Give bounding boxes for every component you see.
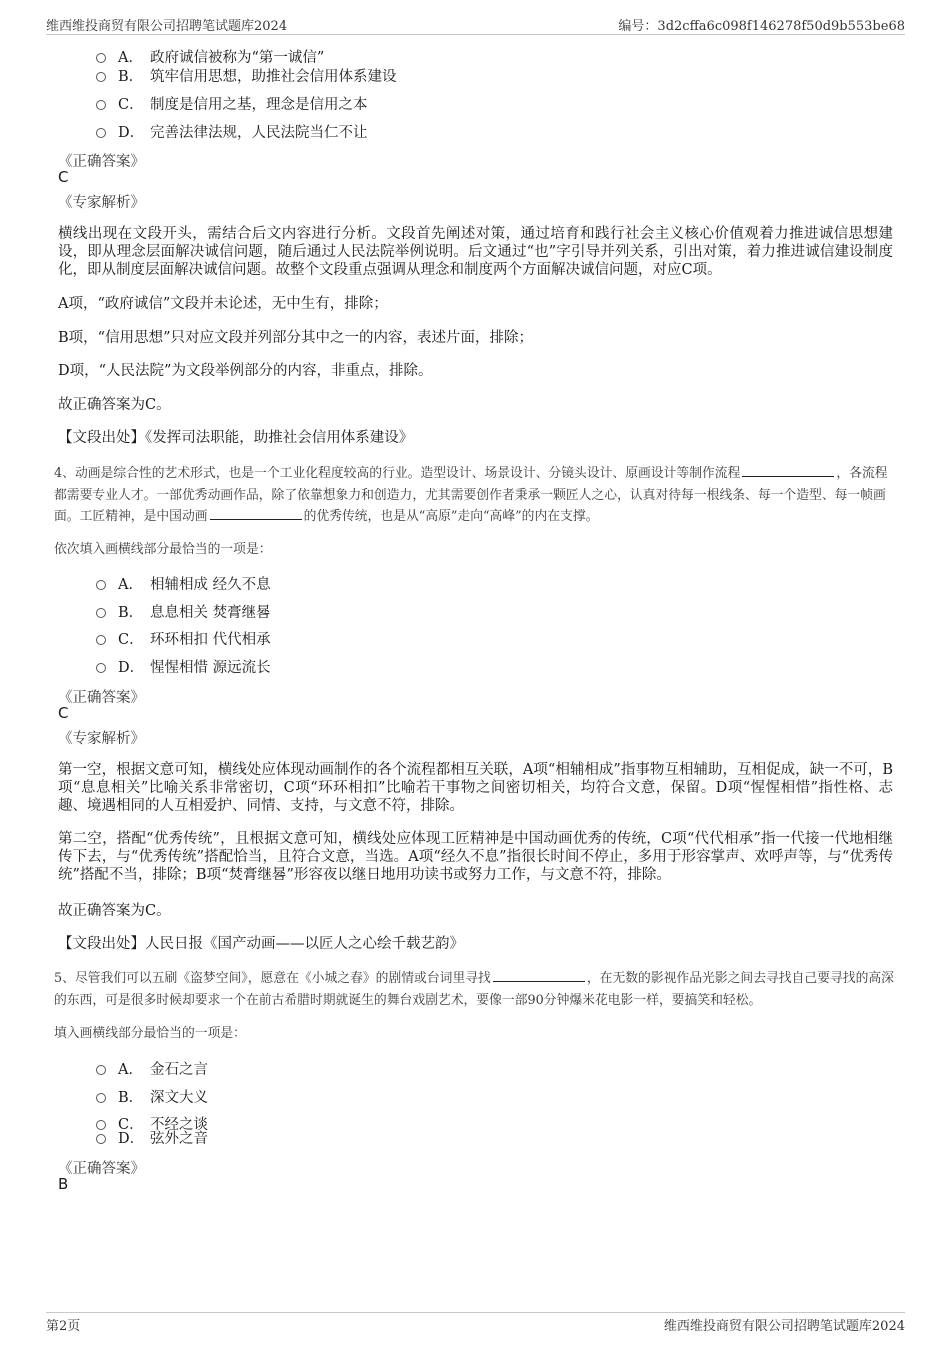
option-letter: B．	[118, 605, 144, 621]
option-letter: C．	[118, 1117, 144, 1133]
q5-stem-part2: ，在无数的影视作品光影之间去寻找自己要寻找的高深的东西，可是很多时候却要求一个在前古希腊时期就诞生的舞台戏剧艺术，要像一部90分钟爆米花电影一样，要搞笑和轻松。	[54, 971, 894, 1008]
option-letter: A．	[118, 577, 143, 593]
option-text: 完善法律法规，人民法院当仁不让	[150, 125, 368, 141]
q4-analysis-p3: 故正确答案为C。	[58, 903, 171, 919]
option-letter: D．	[118, 1131, 145, 1147]
option-text: 制度是信用之基，理念是信用之本	[150, 97, 368, 113]
radio-icon[interactable]	[96, 580, 106, 590]
page-header	[46, 14, 905, 35]
header-serial-value: 3d2cffa6c098f146278f50d9b553be68	[657, 19, 905, 34]
q4-stem-part3: 的优秀传统，也是从“高原”走向“高峰”的内在支撑。	[303, 509, 599, 524]
q3-source: 【文段出处】《发挥司法职能，助推社会信用体系建设》	[58, 430, 414, 446]
radio-icon[interactable]	[96, 72, 106, 82]
q3-answer: C	[58, 168, 69, 186]
radio-icon[interactable]	[96, 128, 106, 138]
header-company: 维西维投商贸有限公司招聘笔试题库2024	[46, 19, 288, 34]
q4-analysis-label: 《专家解析》	[58, 731, 145, 747]
q5-answer: B	[58, 1175, 69, 1193]
q4-answer-label: 《正确答案》	[58, 690, 145, 706]
q4-stem-part2: ，各流程都需要专业人才。一部优秀动画作品，除了依靠想象力和创造力，尤其需要创作者秉承一颗匠人之心，认真对待每一根线条、每一个造型、每一帧画面。工匠精神，是中国动画	[54, 466, 888, 524]
radio-icon[interactable]	[96, 1065, 106, 1075]
q4-analysis-p1: 第一空，根据文意可知，横线处应体现动画制作的各个流程都相互关联，A项“相辅相成”指事物互相辅助，互相促成，缺一不可，B项“息息相关”比喻关系非常密切，C项“环环相扣”比喻若干事物之间密切相关，均符合文意，保留。D项“惺惺相惜”指性格、志趣、境遇相同的人互相爱护、同情、支持，与文意不符，排除。	[58, 762, 893, 814]
q3-answer-label: 《正确答案》	[58, 154, 145, 170]
q5-stem-part1: 5、尽管我们可以五刷《盗梦空间》，愿意在《小城之春》的剧情或台词里寻找	[54, 971, 491, 986]
option-letter: B．	[118, 69, 144, 85]
option-text: 环环相扣 代代相承	[150, 632, 271, 648]
radio-icon[interactable]	[96, 53, 106, 63]
q3-analysis-p3: B项，“信用思想”只对应文段并列部分其中之一的内容，表述片面，排除；	[58, 330, 533, 346]
option-text: 筑牢信用思想，助推社会信用体系建设	[150, 69, 397, 85]
option-letter: D．	[118, 660, 145, 676]
q4-stem	[54, 463, 896, 528]
option-text: 息息相关 焚膏继晷	[150, 605, 271, 621]
radio-icon[interactable]	[96, 663, 106, 673]
option-letter: A．	[118, 1062, 143, 1078]
option-letter: C．	[118, 632, 144, 648]
option-text: 政府诚信被称为“第一诚信”	[150, 50, 325, 66]
radio-icon[interactable]	[96, 100, 106, 110]
q4-stem-part1: 4、动画是综合性的艺术形式，也是一个工业化程度较高的行业。造型设计、场景设计、分镜头设计、原画设计等制作流程	[54, 466, 741, 481]
q3-analysis-p2: A项，“政府诚信”文段并未论述，无中生有，排除；	[58, 296, 388, 312]
page-footer	[46, 1312, 905, 1337]
q5-answer-label: 《正确答案》	[58, 1161, 145, 1177]
q3-analysis-label: 《专家解析》	[58, 195, 145, 211]
blank-line	[742, 465, 834, 477]
q4-analysis-p2: 第二空，搭配“优秀传统”，且根据文意可知，横线处应体现工匠精神是中国动画优秀的传统，C项“代代相承”指一代接一代地相继传下去，与“优秀传统”搭配恰当，且符合文意，当选。A项“经久不息”指很长时间不停止，多用于形容掌声、欢呼声等，与“优秀传统”搭配不当，排除；B项“焚膏继晷”形容夜以继日地用功读书或努力工作，与文意不符，排除。	[58, 831, 893, 883]
option-text: 深文大义	[150, 1090, 208, 1106]
header-serial-label: 编号：	[618, 19, 658, 34]
option-text: 相辅相成 经久不息	[150, 577, 271, 593]
header-serial	[618, 15, 905, 34]
option-text: 惺惺相惜 源远流长	[150, 660, 271, 676]
option-letter: D．	[118, 125, 145, 141]
q3-analysis-p5: 故正确答案为C。	[58, 397, 171, 413]
radio-icon[interactable]	[96, 1120, 106, 1130]
radio-icon[interactable]	[96, 635, 106, 645]
option-text: 金石之言	[150, 1062, 208, 1078]
q4-prompt: 依次填入画横线部分最恰当的一项是：	[54, 542, 272, 557]
q5-prompt: 填入画横线部分最恰当的一项是：	[54, 1026, 246, 1041]
option-text: 弦外之音	[150, 1131, 208, 1147]
q3-analysis-p1: 横线出现在文段开头，需结合后文内容进行分析。文段首先阐述对策，通过培育和践行社会主义核心价值观着力推进诚信思想建设，即从理念层面解决诚信问题，随后通过人民法院举例说明。后文通过“也”字引导并列关系，引出对策，着力推进诚信建设制度化，即从制度层面解决诚信问题。故整个文段重点强调从理念和制度两个方面解决诚信问题，对应C项。	[58, 226, 893, 278]
radio-icon[interactable]	[96, 1093, 106, 1103]
option-text: 不经之谈	[150, 1117, 208, 1133]
footer-company: 维西维投商贸有限公司招聘笔试题库2024	[663, 1319, 905, 1334]
q4-answer: C	[58, 704, 69, 722]
option-letter: B．	[118, 1090, 144, 1106]
radio-icon[interactable]	[96, 608, 106, 618]
blank-line	[493, 970, 585, 982]
option-letter: A．	[118, 50, 143, 66]
q3-analysis-p4: D项，“人民法院”为文段举例部分的内容，非重点，排除。	[58, 363, 433, 379]
q4-source: 【文段出处】人民日报《国产动画——以匠人之心绘千载艺韵》	[58, 936, 464, 952]
footer-page-number: 第2页	[46, 1319, 81, 1334]
radio-icon[interactable]	[96, 1134, 106, 1144]
blank-line	[210, 508, 302, 520]
q5-stem	[54, 968, 896, 1011]
option-letter: C．	[118, 97, 144, 113]
